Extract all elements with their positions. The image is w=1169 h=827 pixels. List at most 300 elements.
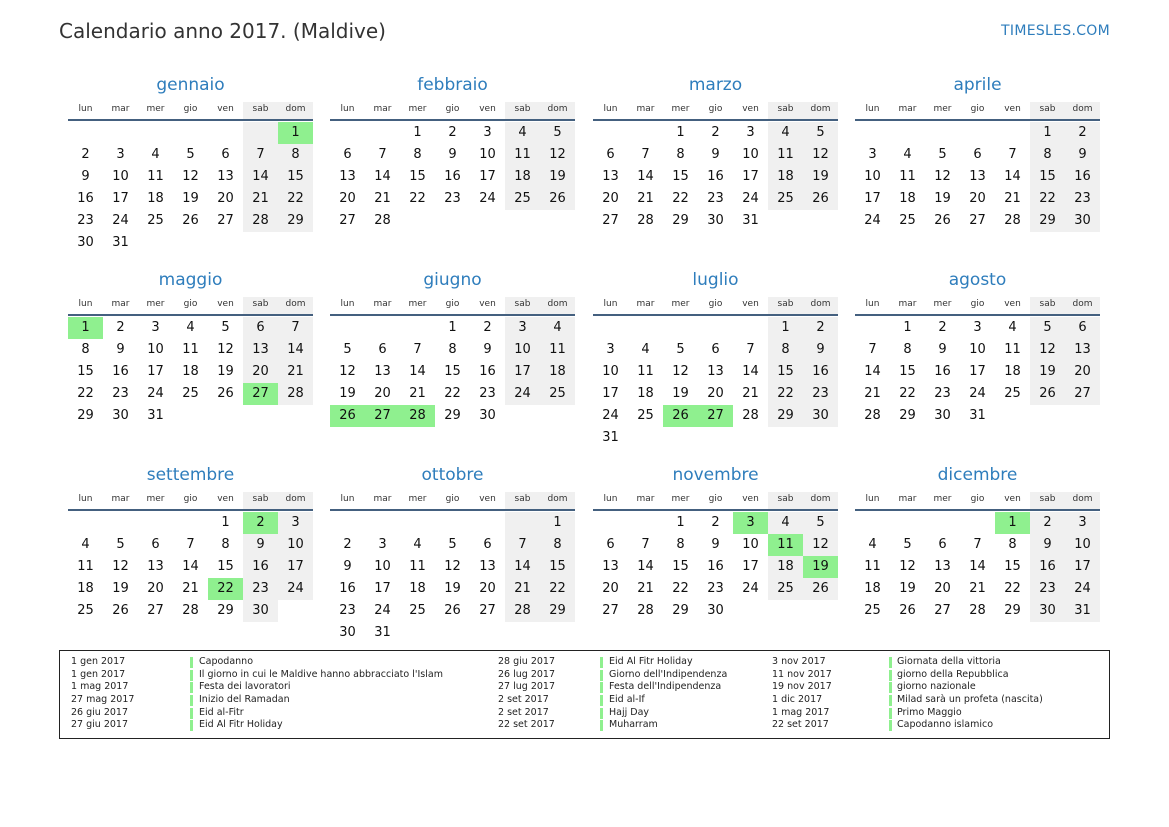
holiday-name: Eid al-If <box>609 694 645 706</box>
day-cell: 30 <box>112 408 129 423</box>
day-cell: 31 <box>969 408 986 423</box>
holiday-name: Festa dei lavoratori <box>199 681 291 693</box>
day-cell: 6 <box>343 147 352 162</box>
day-cell: 2 <box>803 317 838 339</box>
holiday-marker <box>889 695 892 706</box>
weekday-header <box>593 297 838 316</box>
day-cell: 20 <box>147 581 164 596</box>
weekday-label: ven <box>479 494 496 504</box>
day-cell: 26 <box>899 603 916 618</box>
weekday-header <box>330 492 575 511</box>
day-cell: 31 <box>112 235 129 250</box>
day-cell: 28 <box>864 408 881 423</box>
empty-cell <box>103 512 138 534</box>
day-cell: 2 <box>711 125 720 140</box>
day-cell: 13 <box>602 559 619 574</box>
day-cell: 10 <box>374 559 391 574</box>
day-cell: 27 <box>602 213 619 228</box>
day-cell: 22 <box>540 578 575 600</box>
day-cell: 18 <box>147 191 164 206</box>
month-agosto <box>855 263 1100 427</box>
day-cell: 15 <box>444 364 461 379</box>
day-cell: 8 <box>903 342 912 357</box>
day-cell: 30 <box>707 213 724 228</box>
day-cell: 30 <box>339 625 356 640</box>
day-cell: 23 <box>1030 578 1065 600</box>
holiday-entry <box>71 681 491 694</box>
day-cell: 25 <box>637 408 654 423</box>
weekday-label: gio <box>708 104 723 114</box>
day-cell: 20 <box>934 581 951 596</box>
day-cell: 7 <box>186 537 195 552</box>
day-cell: 12 <box>899 559 916 574</box>
day-cell: 24 <box>374 603 391 618</box>
month-name: giugno <box>423 270 482 290</box>
day-cell: 15 <box>768 361 803 383</box>
day-cell: 29 <box>1030 210 1065 232</box>
day-cell: 2 <box>116 320 125 335</box>
holiday-entry <box>772 669 1102 682</box>
day-cell: 15 <box>217 559 234 574</box>
holiday-name: Capodanno islamico <box>897 719 994 731</box>
day-cell: 29 <box>77 408 94 423</box>
day-cell: 11 <box>1004 342 1021 357</box>
day-cell: 8 <box>676 147 685 162</box>
weekday-header <box>855 102 1100 121</box>
day-cell: 16 <box>707 169 724 184</box>
day-cell: 17 <box>278 556 313 578</box>
day-cell: 24 <box>278 578 313 600</box>
day-cell: 4 <box>186 320 195 335</box>
holiday-day-cell: 3 <box>733 512 768 534</box>
day-cell: 4 <box>540 317 575 339</box>
day-cell: 17 <box>1065 556 1100 578</box>
weekday-label: ven <box>1004 494 1021 504</box>
day-cell: 8 <box>540 534 575 556</box>
month-name: ottobre <box>421 465 484 485</box>
holiday-entry <box>772 681 1102 694</box>
weekday-label: mar <box>898 104 917 114</box>
day-cell: 7 <box>505 534 540 556</box>
weekday-label: ven <box>479 104 496 114</box>
month-name: dicembre <box>937 465 1018 485</box>
holiday-name: Eid Al Fitr Holiday <box>199 719 283 731</box>
day-cell: 13 <box>217 169 234 184</box>
day-cell: 10 <box>742 147 759 162</box>
holiday-name: giorno nazionale <box>897 681 976 693</box>
day-cell: 1 <box>1030 122 1065 144</box>
holiday-marker <box>190 670 193 681</box>
weekday-label: mar <box>636 104 655 114</box>
day-cell: 9 <box>938 342 947 357</box>
day-cell: 22 <box>1030 188 1065 210</box>
weekday-label: mer <box>671 494 690 504</box>
days-grid <box>855 121 1100 232</box>
weekday-label: mar <box>373 494 392 504</box>
day-cell: 21 <box>505 578 540 600</box>
month-name: aprile <box>953 75 1002 95</box>
day-cell: 20 <box>217 191 234 206</box>
day-cell: 19 <box>803 166 838 188</box>
day-cell: 31 <box>147 408 164 423</box>
month-name: settembre <box>146 465 235 485</box>
day-cell: 28 <box>969 603 986 618</box>
day-cell: 4 <box>768 122 803 144</box>
day-cell: 7 <box>973 537 982 552</box>
holiday-entry <box>772 694 1102 707</box>
day-cell: 24 <box>969 386 986 401</box>
holiday-day-cell: 28 <box>400 405 435 427</box>
holiday-date: 19 nov 2017 <box>772 681 832 693</box>
day-cell: 7 <box>641 537 650 552</box>
day-cell: 13 <box>934 559 951 574</box>
month-settembre <box>68 458 313 622</box>
day-cell: 13 <box>479 559 496 574</box>
day-cell: 20 <box>602 581 619 596</box>
holiday-entry <box>772 656 1102 669</box>
empty-cell <box>593 317 628 339</box>
day-cell: 18 <box>505 166 540 188</box>
empty-cell <box>103 122 138 144</box>
weekday-header <box>855 297 1100 316</box>
day-cell: 28 <box>637 213 654 228</box>
site-brand-link[interactable]: TIMESLES.COM <box>1001 23 1110 39</box>
weekday-label: ven <box>742 494 759 504</box>
day-cell: 27 <box>147 603 164 618</box>
day-cell: 6 <box>1065 317 1100 339</box>
weekday-label: ven <box>1004 104 1021 114</box>
holiday-day-cell: 27 <box>365 405 400 427</box>
day-cell: 14 <box>278 339 313 361</box>
day-cell: 18 <box>409 581 426 596</box>
day-cell: 6 <box>606 537 615 552</box>
month-novembre <box>593 458 838 622</box>
day-cell: 28 <box>243 210 278 232</box>
empty-cell <box>400 512 435 534</box>
day-cell: 14 <box>637 559 654 574</box>
weekday-label: gio <box>708 299 723 309</box>
month-febbraio <box>330 68 575 232</box>
day-cell: 7 <box>413 342 422 357</box>
day-cell: 23 <box>243 578 278 600</box>
holiday-date: 1 mag 2017 <box>71 681 129 693</box>
empty-cell <box>505 512 540 534</box>
day-cell: 12 <box>1030 339 1065 361</box>
holiday-marker <box>600 670 603 681</box>
holiday-date: 1 gen 2017 <box>71 656 126 667</box>
weekday-label: dom <box>540 297 575 314</box>
empty-cell <box>435 512 470 534</box>
day-cell: 14 <box>182 559 199 574</box>
day-cell: 20 <box>339 191 356 206</box>
holiday-marker <box>889 720 892 731</box>
empty-cell <box>855 317 890 339</box>
holiday-entry <box>772 707 1102 720</box>
day-cell: 23 <box>339 603 356 618</box>
weekday-label: dom <box>278 297 313 314</box>
day-cell: 25 <box>1004 386 1021 401</box>
empty-cell <box>593 512 628 534</box>
day-cell: 21 <box>637 581 654 596</box>
day-cell: 19 <box>899 581 916 596</box>
holiday-name: Eid al-Fitr <box>199 706 244 718</box>
holiday-day-cell: 27 <box>698 405 733 427</box>
holiday-name: Inizio del Ramadan <box>199 694 290 706</box>
day-cell: 5 <box>343 342 352 357</box>
weekday-label: sab <box>505 297 540 314</box>
day-cell: 22 <box>672 581 689 596</box>
weekday-label: dom <box>803 492 838 509</box>
day-cell: 24 <box>112 213 129 228</box>
weekday-label: ven <box>742 299 759 309</box>
day-cell: 11 <box>409 559 426 574</box>
holiday-marker <box>600 695 603 706</box>
weekday-label: sab <box>1030 492 1065 509</box>
day-cell: 1 <box>413 125 422 140</box>
day-cell: 29 <box>768 405 803 427</box>
day-cell: 3 <box>746 125 755 140</box>
day-cell: 5 <box>221 320 230 335</box>
holiday-day-cell: 22 <box>208 578 243 600</box>
days-grid <box>855 511 1100 622</box>
day-cell: 9 <box>343 559 352 574</box>
empty-cell <box>925 122 960 144</box>
weekday-label: ven <box>479 299 496 309</box>
day-cell: 20 <box>969 191 986 206</box>
weekday-label: lun <box>865 494 880 504</box>
day-cell: 14 <box>374 169 391 184</box>
day-cell: 5 <box>186 147 195 162</box>
day-cell: 2 <box>1065 122 1100 144</box>
weekday-label: dom <box>540 492 575 509</box>
days-grid <box>330 121 575 232</box>
day-cell: 2 <box>448 125 457 140</box>
weekday-label: mer <box>146 299 165 309</box>
day-cell: 29 <box>899 408 916 423</box>
day-cell: 13 <box>374 364 391 379</box>
day-cell: 22 <box>77 386 94 401</box>
day-cell: 1 <box>676 515 685 530</box>
day-cell: 10 <box>479 147 496 162</box>
weekday-label: lun <box>603 104 618 114</box>
day-cell: 10 <box>742 537 759 552</box>
day-cell: 25 <box>147 213 164 228</box>
day-cell: 9 <box>1065 144 1100 166</box>
day-cell: 14 <box>742 364 759 379</box>
day-cell: 30 <box>803 405 838 427</box>
weekday-header <box>68 102 313 121</box>
day-cell: 20 <box>479 581 496 596</box>
empty-cell <box>733 317 768 339</box>
day-cell: 27 <box>479 603 496 618</box>
day-cell: 10 <box>864 169 881 184</box>
weekday-label: sab <box>243 102 278 119</box>
weekday-label: gio <box>970 104 985 114</box>
day-cell: 17 <box>479 169 496 184</box>
weekday-label: lun <box>865 299 880 309</box>
empty-cell <box>470 512 505 534</box>
day-cell: 23 <box>112 386 129 401</box>
day-cell: 16 <box>479 364 496 379</box>
weekday-header <box>68 492 313 511</box>
day-cell: 9 <box>448 147 457 162</box>
holiday-day-cell: 1 <box>278 122 313 144</box>
weekday-label: mar <box>111 494 130 504</box>
weekday-label: dom <box>1065 102 1100 119</box>
holiday-marker <box>889 657 892 668</box>
weekday-header <box>68 297 313 316</box>
day-cell: 22 <box>899 386 916 401</box>
holiday-day-cell: 26 <box>663 405 698 427</box>
holiday-date: 1 dic 2017 <box>772 694 823 706</box>
day-cell: 2 <box>81 147 90 162</box>
holiday-date: 2 set 2017 <box>498 706 549 718</box>
weekday-label: mar <box>373 299 392 309</box>
day-cell: 23 <box>803 383 838 405</box>
day-cell: 15 <box>77 364 94 379</box>
weekday-label: lun <box>865 104 880 114</box>
day-cell: 13 <box>147 559 164 574</box>
weekday-label: mer <box>146 494 165 504</box>
day-cell: 26 <box>112 603 129 618</box>
day-cell: 9 <box>711 537 720 552</box>
weekday-label: gio <box>445 104 460 114</box>
page-title: Calendario anno 2017. (Maldive) <box>59 19 386 43</box>
day-cell: 18 <box>637 386 654 401</box>
day-cell: 17 <box>112 191 129 206</box>
day-cell: 22 <box>768 383 803 405</box>
weekday-label: ven <box>217 299 234 309</box>
holiday-entry <box>71 707 491 720</box>
day-cell: 7 <box>746 342 755 357</box>
empty-cell <box>960 122 995 144</box>
days-grid <box>68 121 313 254</box>
day-cell: 29 <box>278 210 313 232</box>
holiday-name: Il giorno in cui le Maldive hanno abbracciato l'Islam <box>199 668 443 680</box>
weekday-label: dom <box>278 102 313 119</box>
day-cell: 9 <box>116 342 125 357</box>
day-cell: 15 <box>899 364 916 379</box>
day-cell: 20 <box>1065 361 1100 383</box>
day-cell: 8 <box>413 147 422 162</box>
day-cell: 15 <box>278 166 313 188</box>
day-cell: 17 <box>742 169 759 184</box>
day-cell: 5 <box>1030 317 1065 339</box>
day-cell: 31 <box>742 213 759 228</box>
day-cell: 22 <box>409 191 426 206</box>
day-cell: 21 <box>637 191 654 206</box>
weekday-label: ven <box>1004 299 1021 309</box>
day-cell: 10 <box>602 364 619 379</box>
day-cell: 23 <box>77 213 94 228</box>
month-name: novembre <box>672 465 759 485</box>
day-cell: 18 <box>768 166 803 188</box>
day-cell: 31 <box>602 430 619 445</box>
day-cell: 11 <box>505 144 540 166</box>
day-cell: 1 <box>903 320 912 335</box>
day-cell: 15 <box>672 559 689 574</box>
empty-cell <box>890 512 925 534</box>
holiday-day-cell: 26 <box>330 405 365 427</box>
day-cell: 29 <box>1004 603 1021 618</box>
day-cell: 25 <box>182 386 199 401</box>
day-cell: 15 <box>1030 166 1065 188</box>
weekday-label: sab <box>768 102 803 119</box>
day-cell: 12 <box>803 534 838 556</box>
day-cell: 3 <box>1065 512 1100 534</box>
day-cell: 6 <box>151 537 160 552</box>
holiday-name: giorno della Repubblica <box>897 668 1009 680</box>
day-cell: 14 <box>243 166 278 188</box>
day-cell: 28 <box>182 603 199 618</box>
weekday-header <box>593 102 838 121</box>
weekday-label: sab <box>243 297 278 314</box>
day-cell: 28 <box>1004 213 1021 228</box>
weekday-label: mar <box>111 104 130 114</box>
day-cell: 26 <box>182 213 199 228</box>
holiday-day-cell: 1 <box>995 512 1030 534</box>
empty-cell <box>663 317 698 339</box>
day-cell: 23 <box>479 386 496 401</box>
days-grid <box>330 511 575 644</box>
day-cell: 26 <box>217 386 234 401</box>
weekday-label: sab <box>1030 102 1065 119</box>
holiday-name: Giorno dell'Indipendenza <box>609 668 728 680</box>
weekday-label: mar <box>111 299 130 309</box>
empty-cell <box>698 317 733 339</box>
day-cell: 23 <box>934 386 951 401</box>
day-cell: 13 <box>969 169 986 184</box>
day-cell: 8 <box>278 144 313 166</box>
day-cell: 6 <box>711 342 720 357</box>
holiday-date: 26 lug 2017 <box>498 668 555 680</box>
day-cell: 7 <box>868 342 877 357</box>
empty-cell <box>400 317 435 339</box>
day-cell: 19 <box>934 191 951 206</box>
empty-cell <box>68 512 103 534</box>
holiday-name: Muharram <box>609 719 658 731</box>
day-cell: 15 <box>409 169 426 184</box>
day-cell: 21 <box>1004 191 1021 206</box>
holiday-marker <box>600 720 603 731</box>
empty-cell <box>330 317 365 339</box>
day-cell: 16 <box>243 556 278 578</box>
day-cell: 21 <box>742 386 759 401</box>
holiday-date: 28 giu 2017 <box>498 656 555 667</box>
day-cell: 25 <box>77 603 94 618</box>
holiday-marker <box>600 708 603 719</box>
day-cell: 12 <box>339 364 356 379</box>
day-cell: 8 <box>676 537 685 552</box>
day-cell: 28 <box>505 600 540 622</box>
day-cell: 19 <box>540 166 575 188</box>
day-cell: 8 <box>1030 144 1065 166</box>
holiday-date: 1 gen 2017 <box>71 668 126 680</box>
weekday-label: lun <box>603 299 618 309</box>
holiday-day-cell: 27 <box>243 383 278 405</box>
day-cell: 25 <box>864 603 881 618</box>
day-cell: 5 <box>116 537 125 552</box>
weekday-label: gio <box>708 494 723 504</box>
day-cell: 20 <box>243 361 278 383</box>
weekday-label: mer <box>408 299 427 309</box>
day-cell: 25 <box>409 603 426 618</box>
empty-cell <box>365 317 400 339</box>
day-cell: 26 <box>803 188 838 210</box>
day-cell: 2 <box>343 537 352 552</box>
empty-cell <box>330 122 365 144</box>
day-cell: 12 <box>672 364 689 379</box>
